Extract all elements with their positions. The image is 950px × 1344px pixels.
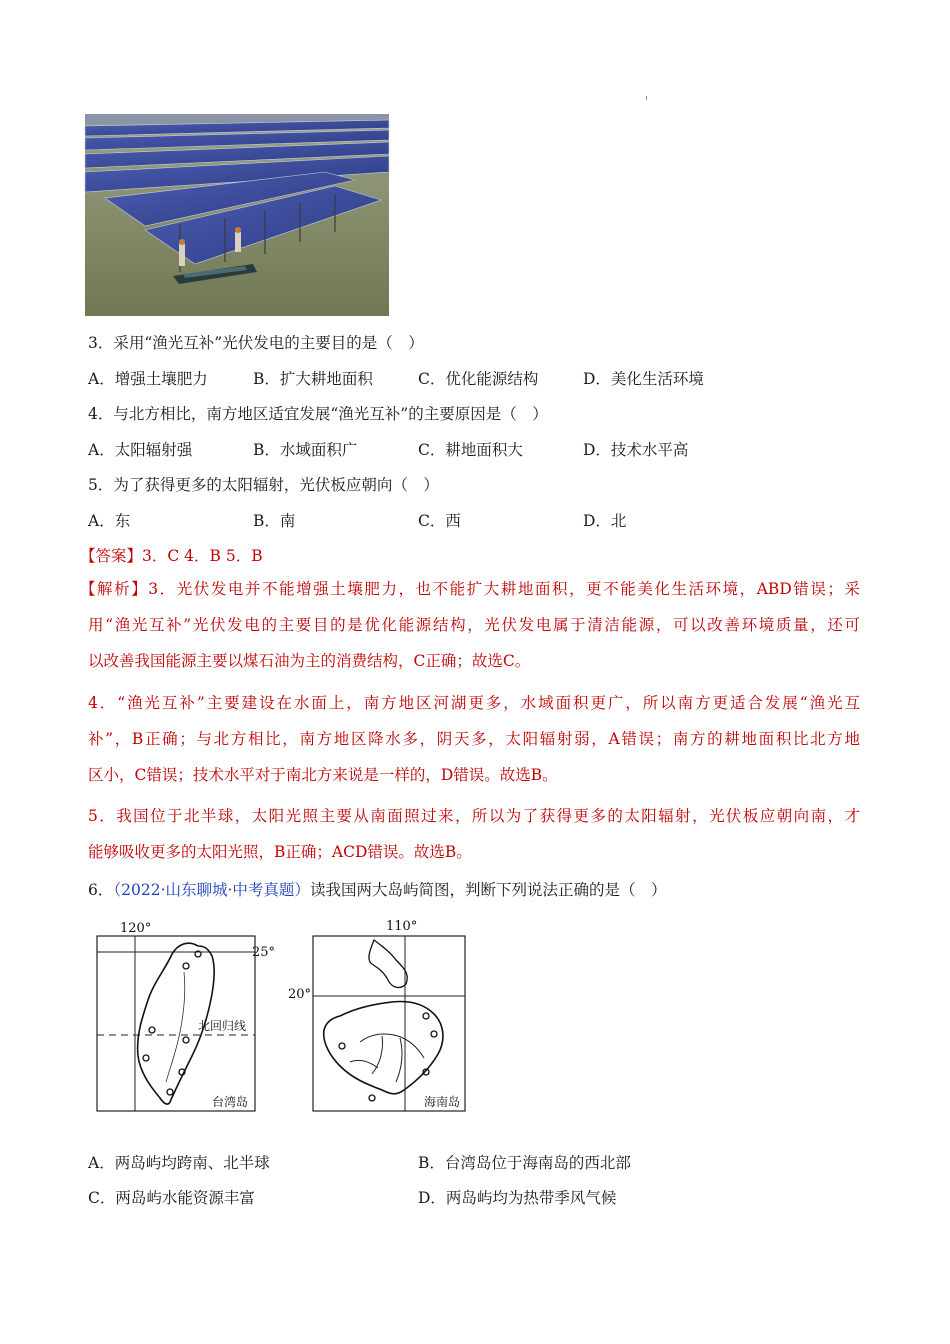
taiwan-lat-label: 25°: [252, 945, 276, 960]
q5-option-a: A．东: [88, 512, 131, 530]
hainan-name-label: 海南岛: [424, 1095, 461, 1109]
analysis-q3: [80, 571, 860, 607]
q6-option-b: B．台湾岛位于海南岛的西北部: [418, 1154, 631, 1172]
q6-number: 6．: [88, 881, 114, 899]
answer-text: 3．C 4．B 5．B: [142, 547, 263, 565]
q4-stem: 4．与北方相比，南方地区适宜发展“渔光互补”的主要原因是（ ）: [88, 405, 548, 423]
hainan-map: [288, 912, 470, 1114]
taiwan-map: [88, 912, 276, 1114]
analysis-tag: 【解析】: [80, 580, 149, 598]
q5-option-c: C．西: [418, 512, 461, 530]
solar-fishery-photo: [85, 114, 389, 316]
analysis-q5-line1: 5．我国位于北半球，太阳光照主要从南面照过来，所以为了获得更多的太阳辐射，光伏板应朝向南，才: [88, 807, 860, 825]
q4-option-a: A．太阳辐射强: [88, 441, 193, 459]
analysis-q5: [88, 798, 860, 870]
page-mark: [646, 96, 647, 100]
q3-option-b: B．扩大耕地面积: [253, 370, 373, 388]
analysis-q4-line3: 区小，C错误；技术水平对于南北方来说是一样的，D错误。故选B。: [88, 766, 558, 784]
q5-option-b: B．南: [253, 512, 296, 530]
answer-tag: 【答案】: [80, 547, 143, 565]
analysis-q3-line2: 用“渔光互补”光伏发电的主要目的是优化能源结构，光伏发电属于清洁能源，可以改善环境质量，还可: [88, 616, 860, 634]
q6-stem: 读我国两大岛屿简图，判断下列说法正确的是（ ）: [309, 881, 667, 899]
analysis-q5-line2: 能够吸收更多的太阳光照，B正确；ACD错误。故选B。: [88, 843, 472, 861]
taiwan-tropic-label: 北回归线: [198, 1019, 247, 1033]
q5-option-d: D．北: [583, 512, 627, 530]
q4-option-c: C．耕地面积大: [418, 441, 523, 459]
analysis-q4-line1: 4．“渔光互补”主要建设在水面上，南方地区河湖更多，水域面积更广，所以南方更适合发展“渔光互: [88, 694, 860, 712]
q3-option-c: C．优化能源结构: [418, 370, 539, 388]
q6-stem-line: [88, 878, 666, 900]
hainan-lon-label: 110°: [386, 919, 418, 934]
analysis-q3-cont: [88, 607, 860, 679]
analysis-q3-line1: 3．光伏发电并不能增强土壤肥力，也不能扩大耕地面积，更不能美化生活环境，ABD错误；采: [148, 580, 860, 598]
taiwan-name-label: 台湾岛: [212, 1095, 249, 1109]
q6-option-c: C．两岛屿水能资源丰富: [88, 1189, 255, 1207]
hainan-lat-label: 20°: [288, 987, 312, 1002]
q6-source: （2022·山东聊城·中考真题）: [113, 881, 310, 899]
q6-option-a: A．两岛屿均跨南、北半球: [88, 1154, 270, 1172]
taiwan-lon-label: 120°: [120, 921, 152, 936]
analysis-q4-line2: 补”，B正确；与北方相比，南方地区降水多，阴天多，太阳辐射弱，A错误；南方的耕地面积比北方地: [88, 730, 860, 748]
answer-line: [80, 544, 263, 566]
q3-stem: 3．采用“渔光互补”光伏发电的主要目的是（ ）: [88, 334, 424, 352]
q4-option-d: D．技术水平高: [583, 441, 689, 459]
q3-option-d: D．美化生活环境: [583, 370, 704, 388]
analysis-q4: [88, 685, 860, 793]
q5-stem: 5．为了获得更多的太阳辐射，光伏板应朝向（ ）: [88, 476, 439, 494]
q3-option-a: A．增强土壤肥力: [88, 370, 208, 388]
q6-option-d: D．两岛屿均为热带季风气候: [418, 1189, 617, 1207]
q4-option-b: B．水域面积广: [253, 441, 358, 459]
analysis-q3-line3: 以改善我国能源主要以煤石油为主的消费结构，C正确；故选C。: [88, 652, 531, 670]
